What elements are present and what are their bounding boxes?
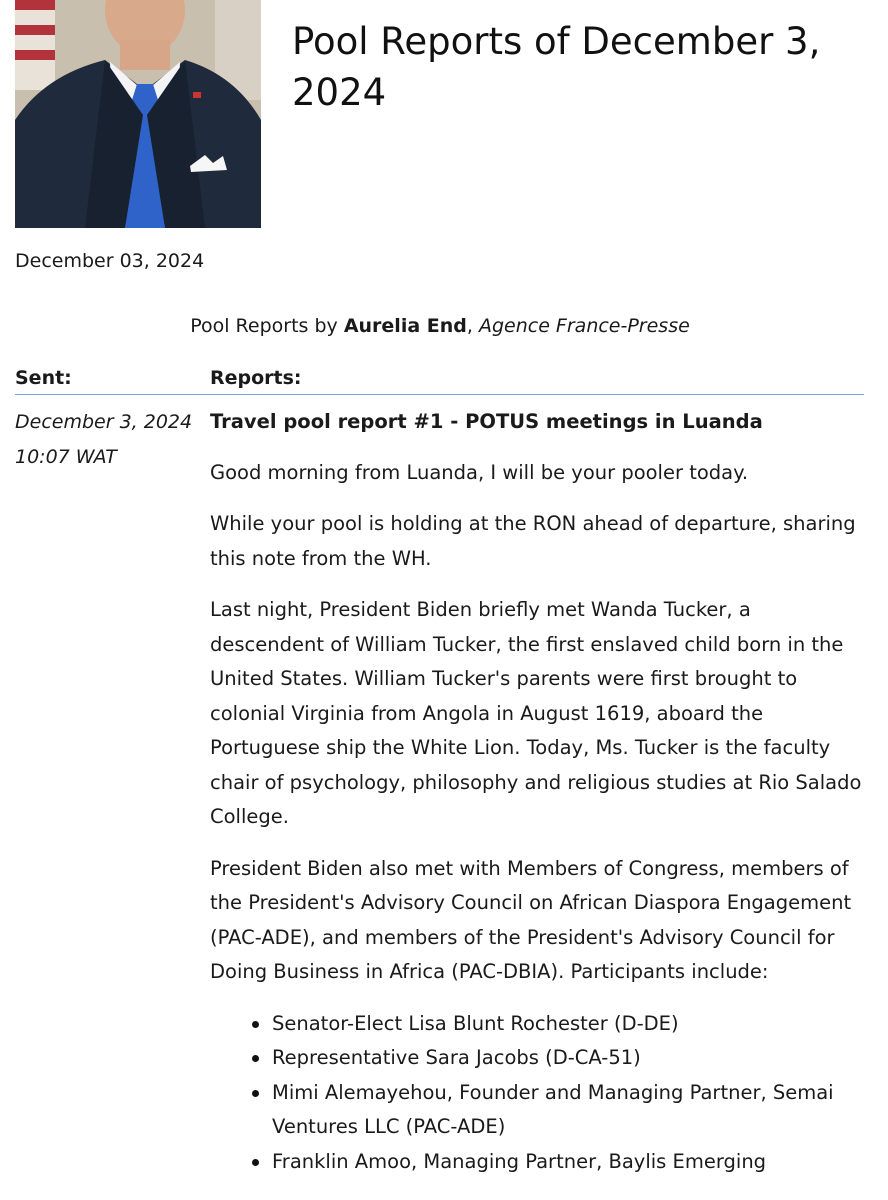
report-paragraph: President Biden also met with Members of Congress, members of the President's Advisory Council on African Diaspora Engagement (PAC-ADE), and members of the President's Advisory Council for Doing Business in Africa (PAC-DBIA). Participants include: (210, 856, 852, 983)
byline-author: Aurelia End (343, 315, 467, 337)
list-item: Mimi Alemayehou, Founder and Managing Partner, Semai Ventures LLC (PAC-ADE) (272, 1076, 868, 1145)
list-item: Franklin Amoo, Managing Partner, Baylis Emerging (272, 1145, 868, 1180)
list-item: Representative Sara Jacobs (D-CA-51) (272, 1041, 868, 1076)
report-paragraph: Good morning from Luanda, I will be your pooler today. (210, 460, 749, 484)
byline-organization: Agence France-Presse (478, 315, 690, 337)
participants-list (210, 1007, 868, 1180)
list-item: Senator-Elect Lisa Blunt Rochester (D-DE) (272, 1007, 868, 1042)
page-title: Pool Reports of December 3, 2024 (292, 20, 821, 114)
president-portrait-photo (15, 0, 261, 228)
byline-separator: , (466, 315, 479, 337)
sent-time: 10:07 WAT (15, 445, 117, 468)
sent-cell (15, 405, 200, 474)
report-paragraph: While your pool is holding at the RON ahead of departure, sharing this note from the WH. (210, 512, 856, 570)
byline-prefix: Pool Reports by (190, 315, 344, 337)
report-cell (210, 405, 868, 1179)
sent-date: December 3, 2024 (15, 411, 193, 433)
reports-column-header: Reports: (210, 367, 302, 389)
report-paragraph: Last night, President Biden briefly met Wanda Tucker, a descendent of William Tucker, the first enslaved child born in the United States. William Tucker's parents were first brought to colonial Virginia from Angola in August 1619, aboard the Portuguese ship the White Lion. Today, Ms. Tucker is the faculty chair of psychology, philosophy and religious studies at Rio Salado College. (210, 598, 862, 828)
table-header (15, 362, 864, 395)
publication-date: December 03, 2024 (15, 250, 205, 272)
report-title: Travel pool report #1 - POTUS meetings in Luanda (210, 410, 763, 433)
sent-column-header: Sent: (15, 367, 72, 389)
byline (0, 312, 880, 340)
